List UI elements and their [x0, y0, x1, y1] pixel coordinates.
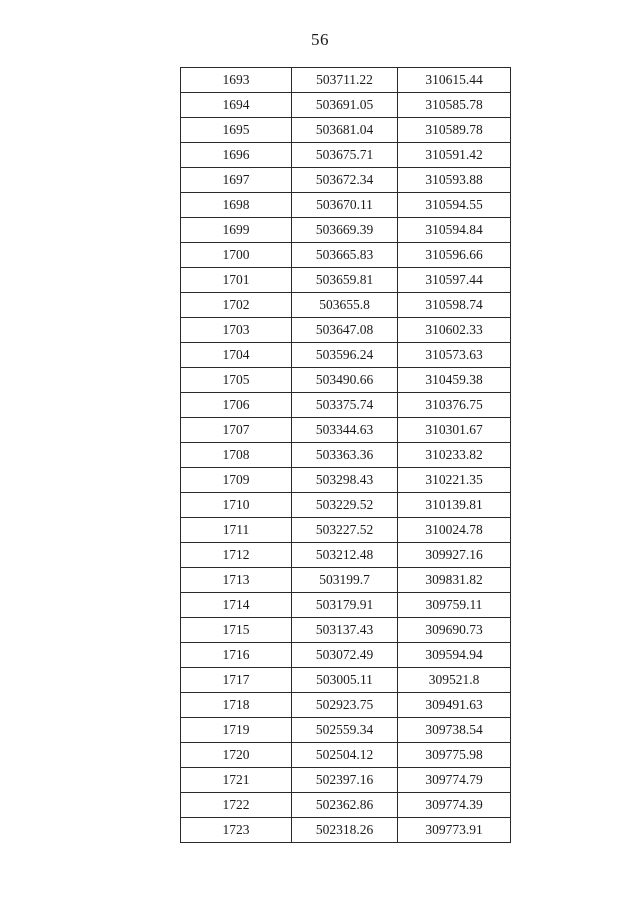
y-coordinate-cell: 310597.44 — [398, 268, 511, 293]
x-coordinate-cell: 503212.48 — [292, 543, 398, 568]
table-row — [181, 393, 511, 418]
point-number-cell: 1712 — [181, 543, 292, 568]
y-coordinate-cell: 310615.44 — [398, 68, 511, 93]
table-row — [181, 243, 511, 268]
point-number-cell: 1696 — [181, 143, 292, 168]
y-coordinate-cell: 309594.94 — [398, 643, 511, 668]
table-row — [181, 693, 511, 718]
x-coordinate-cell: 503655.8 — [292, 293, 398, 318]
point-number-cell: 1711 — [181, 518, 292, 543]
table-row — [181, 668, 511, 693]
point-number-cell: 1709 — [181, 468, 292, 493]
point-number-cell: 1698 — [181, 193, 292, 218]
x-coordinate-cell: 503005.11 — [292, 668, 398, 693]
table-row — [181, 118, 511, 143]
x-coordinate-cell: 503199.7 — [292, 568, 398, 593]
x-coordinate-cell: 503298.43 — [292, 468, 398, 493]
table-row — [181, 593, 511, 618]
point-number-cell: 1715 — [181, 618, 292, 643]
y-coordinate-cell: 310221.35 — [398, 468, 511, 493]
y-coordinate-cell: 309491.63 — [398, 693, 511, 718]
table-row — [181, 568, 511, 593]
point-number-cell: 1705 — [181, 368, 292, 393]
point-number-cell: 1710 — [181, 493, 292, 518]
y-coordinate-cell: 309773.91 — [398, 818, 511, 843]
y-coordinate-cell: 310593.88 — [398, 168, 511, 193]
y-coordinate-cell: 309759.11 — [398, 593, 511, 618]
x-coordinate-cell: 503179.91 — [292, 593, 398, 618]
point-number-cell: 1693 — [181, 68, 292, 93]
x-coordinate-cell: 503691.05 — [292, 93, 398, 118]
point-number-cell: 1714 — [181, 593, 292, 618]
x-coordinate-cell: 502504.12 — [292, 743, 398, 768]
y-coordinate-cell: 310594.84 — [398, 218, 511, 243]
x-coordinate-cell: 503490.66 — [292, 368, 398, 393]
point-number-cell: 1707 — [181, 418, 292, 443]
table-row — [181, 418, 511, 443]
table-row — [181, 218, 511, 243]
y-coordinate-cell: 309690.73 — [398, 618, 511, 643]
x-coordinate-cell: 503344.63 — [292, 418, 398, 443]
y-coordinate-cell: 310139.81 — [398, 493, 511, 518]
table-row — [181, 768, 511, 793]
y-coordinate-cell: 310585.78 — [398, 93, 511, 118]
table-row — [181, 793, 511, 818]
page-number: 56 — [311, 30, 329, 49]
point-number-cell: 1704 — [181, 343, 292, 368]
y-coordinate-cell: 310598.74 — [398, 293, 511, 318]
table-row — [181, 68, 511, 93]
point-number-cell: 1716 — [181, 643, 292, 668]
table-row — [181, 543, 511, 568]
x-coordinate-cell: 503647.08 — [292, 318, 398, 343]
y-coordinate-cell: 310591.42 — [398, 143, 511, 168]
x-coordinate-cell: 503681.04 — [292, 118, 398, 143]
coordinates-table — [180, 67, 511, 843]
point-number-cell: 1701 — [181, 268, 292, 293]
table-row — [181, 368, 511, 393]
point-number-cell: 1706 — [181, 393, 292, 418]
table-row — [181, 818, 511, 843]
point-number-cell: 1694 — [181, 93, 292, 118]
y-coordinate-cell: 309521.8 — [398, 668, 511, 693]
x-coordinate-cell: 503675.71 — [292, 143, 398, 168]
x-coordinate-cell: 502362.86 — [292, 793, 398, 818]
x-coordinate-cell: 503596.24 — [292, 343, 398, 368]
y-coordinate-cell: 310459.38 — [398, 368, 511, 393]
point-number-cell: 1699 — [181, 218, 292, 243]
point-number-cell: 1695 — [181, 118, 292, 143]
y-coordinate-cell: 310602.33 — [398, 318, 511, 343]
y-coordinate-cell: 309738.54 — [398, 718, 511, 743]
x-coordinate-cell: 503659.81 — [292, 268, 398, 293]
y-coordinate-cell: 310596.66 — [398, 243, 511, 268]
y-coordinate-cell: 309775.98 — [398, 743, 511, 768]
table-row — [181, 143, 511, 168]
x-coordinate-cell: 503229.52 — [292, 493, 398, 518]
point-number-cell: 1700 — [181, 243, 292, 268]
x-coordinate-cell: 502318.26 — [292, 818, 398, 843]
x-coordinate-cell: 503669.39 — [292, 218, 398, 243]
x-coordinate-cell: 503137.43 — [292, 618, 398, 643]
y-coordinate-cell: 310024.78 — [398, 518, 511, 543]
point-number-cell: 1719 — [181, 718, 292, 743]
y-coordinate-cell: 309927.16 — [398, 543, 511, 568]
point-number-cell: 1703 — [181, 318, 292, 343]
table-row — [181, 268, 511, 293]
table-row — [181, 318, 511, 343]
table-row — [181, 293, 511, 318]
table-row — [181, 343, 511, 368]
table-row — [181, 443, 511, 468]
y-coordinate-cell: 309831.82 — [398, 568, 511, 593]
point-number-cell: 1708 — [181, 443, 292, 468]
point-number-cell: 1720 — [181, 743, 292, 768]
point-number-cell: 1713 — [181, 568, 292, 593]
point-number-cell: 1702 — [181, 293, 292, 318]
table-row — [181, 643, 511, 668]
y-coordinate-cell: 310594.55 — [398, 193, 511, 218]
point-number-cell: 1723 — [181, 818, 292, 843]
point-number-cell: 1697 — [181, 168, 292, 193]
table-row — [181, 193, 511, 218]
x-coordinate-cell: 503672.34 — [292, 168, 398, 193]
x-coordinate-cell: 502559.34 — [292, 718, 398, 743]
x-coordinate-cell: 503665.83 — [292, 243, 398, 268]
table-row — [181, 618, 511, 643]
x-coordinate-cell: 502397.16 — [292, 768, 398, 793]
table-row — [181, 743, 511, 768]
x-coordinate-cell: 503072.49 — [292, 643, 398, 668]
point-number-cell: 1717 — [181, 668, 292, 693]
y-coordinate-cell: 310573.63 — [398, 343, 511, 368]
point-number-cell: 1722 — [181, 793, 292, 818]
table-row — [181, 518, 511, 543]
y-coordinate-cell: 309774.79 — [398, 768, 511, 793]
table-row — [181, 493, 511, 518]
point-number-cell: 1718 — [181, 693, 292, 718]
x-coordinate-cell: 502923.75 — [292, 693, 398, 718]
x-coordinate-cell: 503670.11 — [292, 193, 398, 218]
y-coordinate-cell: 310376.75 — [398, 393, 511, 418]
table-row — [181, 93, 511, 118]
x-coordinate-cell: 503227.52 — [292, 518, 398, 543]
table-row — [181, 168, 511, 193]
x-coordinate-cell: 503375.74 — [292, 393, 398, 418]
y-coordinate-cell: 310301.67 — [398, 418, 511, 443]
table-row — [181, 718, 511, 743]
y-coordinate-cell: 310233.82 — [398, 443, 511, 468]
x-coordinate-cell: 503711.22 — [292, 68, 398, 93]
y-coordinate-cell: 310589.78 — [398, 118, 511, 143]
point-number-cell: 1721 — [181, 768, 292, 793]
x-coordinate-cell: 503363.36 — [292, 443, 398, 468]
table-row — [181, 468, 511, 493]
y-coordinate-cell: 309774.39 — [398, 793, 511, 818]
coordinates-table-body — [181, 68, 511, 843]
